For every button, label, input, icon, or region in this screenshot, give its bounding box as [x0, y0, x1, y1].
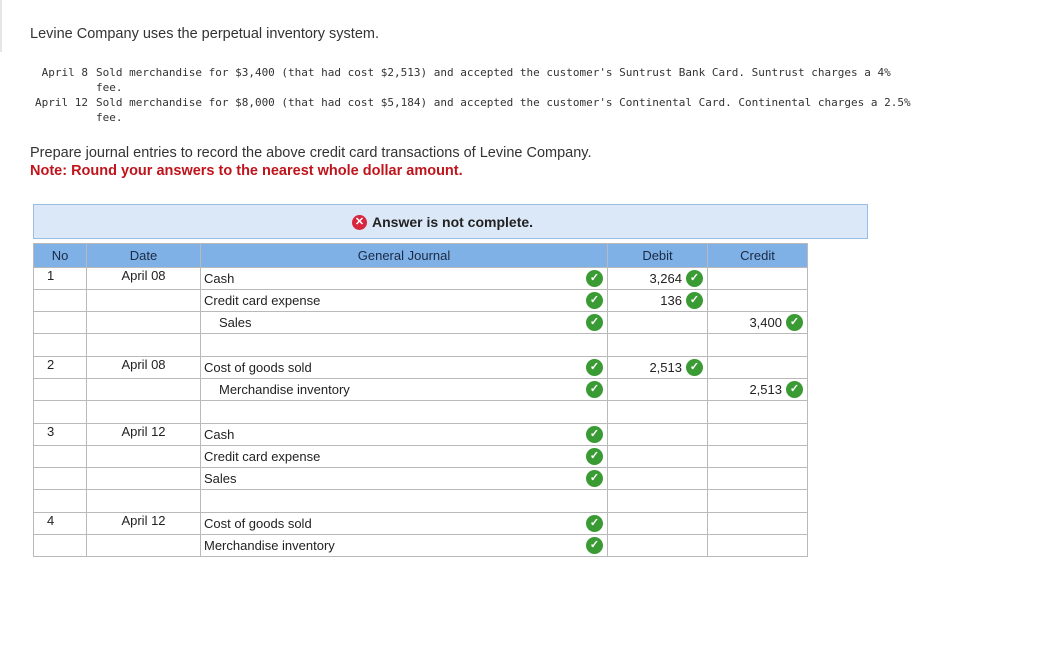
- debit-cell[interactable]: [608, 468, 708, 490]
- question-prompt: Prepare journal entries to record the above credit card transactions of Levine Company.: [30, 145, 592, 161]
- transaction-desc-cont: fee.: [96, 111, 123, 124]
- check-icon: ✓: [686, 292, 703, 309]
- check-icon: ✓: [586, 515, 603, 532]
- header-general-journal: General Journal: [201, 244, 608, 268]
- account-name: Cost of goods sold: [204, 516, 312, 531]
- debit-cell[interactable]: [608, 290, 708, 312]
- date-cell[interactable]: [87, 334, 201, 357]
- account-cell[interactable]: [201, 401, 608, 424]
- answer-status-banner: [33, 204, 868, 239]
- check-icon: ✓: [586, 359, 603, 376]
- date-cell[interactable]: April 12: [87, 513, 201, 535]
- debit-cell[interactable]: [608, 312, 708, 334]
- account-cell[interactable]: [201, 446, 608, 468]
- credit-cell[interactable]: [708, 357, 808, 379]
- date-cell[interactable]: [87, 312, 201, 334]
- rounding-note: Note: Round your answers to the nearest whole dollar amount.: [30, 163, 463, 179]
- entry-number: 2: [34, 357, 87, 379]
- account-name: Cost of goods sold: [204, 360, 312, 375]
- transaction-desc-cont: fee.: [96, 81, 123, 94]
- answer-status-text: Answer is not complete.: [372, 214, 534, 230]
- entry-number: 1: [34, 268, 87, 290]
- check-icon: ✓: [586, 448, 603, 465]
- credit-cell[interactable]: [708, 535, 808, 557]
- credit-cell[interactable]: [708, 513, 808, 535]
- debit-value: 2,513: [649, 360, 682, 375]
- check-icon: ✓: [686, 270, 703, 287]
- account-cell[interactable]: [201, 312, 608, 334]
- account-name: Cash: [204, 271, 235, 286]
- table-row: [34, 290, 808, 312]
- check-icon: ✓: [586, 270, 603, 287]
- account-cell[interactable]: [201, 424, 608, 446]
- account-cell[interactable]: [201, 290, 608, 312]
- debit-cell[interactable]: [608, 357, 708, 379]
- credit-cell[interactable]: [708, 290, 808, 312]
- credit-cell[interactable]: [708, 490, 808, 513]
- check-icon: ✓: [586, 381, 603, 398]
- left-border: [0, 0, 2, 52]
- table-row: [34, 468, 808, 490]
- table-row: [34, 424, 808, 446]
- table-row: [34, 312, 808, 334]
- x-icon: ✕: [352, 215, 367, 230]
- check-icon: ✓: [586, 537, 603, 554]
- date-cell[interactable]: [87, 535, 201, 557]
- date-cell[interactable]: [87, 290, 201, 312]
- account-cell[interactable]: [201, 379, 608, 401]
- entry-number: [34, 446, 87, 468]
- account-name: Merchandise inventory: [204, 538, 335, 553]
- date-cell[interactable]: [87, 379, 201, 401]
- header-date: Date: [87, 244, 201, 268]
- account-name: Credit card expense: [204, 293, 321, 308]
- debit-value: 136: [660, 293, 682, 308]
- check-icon: ✓: [586, 426, 603, 443]
- credit-cell[interactable]: [708, 468, 808, 490]
- credit-cell[interactable]: [708, 446, 808, 468]
- table-row: [34, 535, 808, 557]
- credit-value: 2,513: [749, 382, 782, 397]
- transaction-date: April 8: [41, 66, 88, 79]
- check-icon: ✓: [586, 470, 603, 487]
- debit-cell[interactable]: [608, 446, 708, 468]
- entry-number: [34, 290, 87, 312]
- account-cell[interactable]: [201, 357, 608, 379]
- transaction-desc: Sold merchandise for $3,400 (that had cost $2,513) and accepted the customer's Suntrust Bank Card. Suntrust charges a 4%: [96, 66, 891, 79]
- header-debit: Debit: [608, 244, 708, 268]
- entry-number: [34, 535, 87, 557]
- debit-cell[interactable]: [608, 513, 708, 535]
- check-icon: ✓: [786, 314, 803, 331]
- entry-number: [34, 334, 87, 357]
- credit-cell[interactable]: [708, 334, 808, 357]
- debit-cell[interactable]: [608, 401, 708, 424]
- general-journal-table: [33, 243, 808, 557]
- credit-value: 3,400: [749, 315, 782, 330]
- account-name: Credit card expense: [204, 449, 321, 464]
- transaction-date: April 12: [35, 96, 88, 109]
- date-cell[interactable]: April 08: [87, 268, 201, 290]
- date-cell[interactable]: [87, 401, 201, 424]
- account-cell[interactable]: [201, 535, 608, 557]
- table-row: [34, 513, 808, 535]
- check-icon: ✓: [686, 359, 703, 376]
- table-row: [34, 490, 808, 513]
- entry-number: 4: [34, 513, 87, 535]
- header-no: No: [34, 244, 87, 268]
- account-cell[interactable]: [201, 334, 608, 357]
- entry-number: [34, 401, 87, 424]
- date-cell[interactable]: [87, 446, 201, 468]
- table-row: [34, 446, 808, 468]
- account-cell[interactable]: [201, 468, 608, 490]
- debit-cell[interactable]: [608, 334, 708, 357]
- intro-text: Levine Company uses the perpetual inventory system.: [30, 26, 379, 42]
- credit-cell[interactable]: [708, 379, 808, 401]
- account-name: Sales: [219, 315, 252, 330]
- debit-cell[interactable]: [608, 424, 708, 446]
- date-cell[interactable]: April 08: [87, 357, 201, 379]
- debit-cell[interactable]: [608, 490, 708, 513]
- header-credit: Credit: [708, 244, 808, 268]
- account-name: Cash: [204, 427, 235, 442]
- credit-cell[interactable]: [708, 312, 808, 334]
- check-icon: ✓: [586, 292, 603, 309]
- check-icon: ✓: [786, 381, 803, 398]
- check-icon: ✓: [586, 314, 603, 331]
- transaction-desc: Sold merchandise for $8,000 (that had cost $5,184) and accepted the customer's Continental Card. Continental charges a 2.5%: [96, 96, 911, 109]
- credit-cell[interactable]: [708, 424, 808, 446]
- debit-value: 3,264: [649, 271, 682, 286]
- table-row: [34, 401, 808, 424]
- table-row: [34, 334, 808, 357]
- debit-cell[interactable]: [608, 268, 708, 290]
- entry-number: [34, 468, 87, 490]
- date-cell[interactable]: [87, 468, 201, 490]
- credit-cell[interactable]: [708, 401, 808, 424]
- entry-number: [34, 490, 87, 513]
- entry-number: [34, 312, 87, 334]
- table-row: [34, 357, 808, 379]
- date-cell[interactable]: April 12: [87, 424, 201, 446]
- account-cell[interactable]: [201, 513, 608, 535]
- table-row: [34, 379, 808, 401]
- credit-cell[interactable]: [708, 268, 808, 290]
- table-row: [34, 268, 808, 290]
- date-cell[interactable]: [87, 490, 201, 513]
- account-cell[interactable]: [201, 490, 608, 513]
- debit-cell[interactable]: [608, 535, 708, 557]
- entry-number: 3: [34, 424, 87, 446]
- entry-number: [34, 379, 87, 401]
- account-cell[interactable]: [201, 268, 608, 290]
- account-name: Merchandise inventory: [219, 382, 350, 397]
- account-name: Sales: [204, 471, 237, 486]
- debit-cell[interactable]: [608, 379, 708, 401]
